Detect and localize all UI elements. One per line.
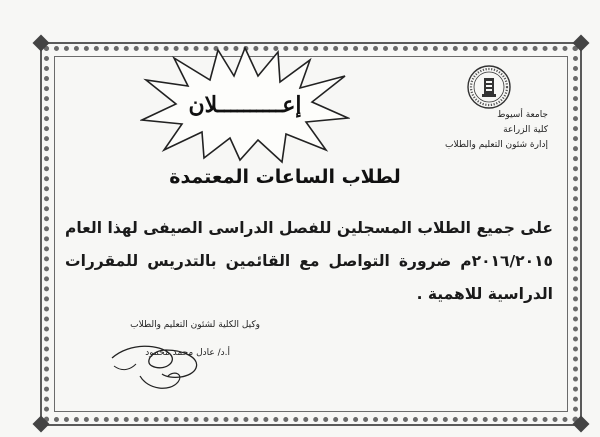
university-name: جامعة أسيوط [497, 110, 548, 120]
signatory-name: أ.د/ عادل محمد محمود [145, 348, 230, 358]
university-logo [466, 64, 512, 110]
department-name: إدارة شئون التعليم والطلاب [445, 140, 548, 150]
signatory-role: وكيل الكلية لشئون التعليم والطلاب [130, 320, 260, 330]
handwritten-signature [100, 336, 230, 396]
faculty-header [428, 108, 548, 153]
signature-scribble-icon [100, 336, 230, 396]
faculty-name: كلية الزراعة [503, 125, 548, 135]
university-seal-icon [466, 64, 512, 110]
announcement-body: على جميع الطلاب المسجلين للفصل الدراسى الصيفى لهذا العام ٢٠١٦/٢٠١٥م ضرورة التواصل مع القائمين بالتدريس للمقررات الدراسية للاهمية . [65, 219, 553, 303]
announcement-banner-text: إعــــــــــلان [188, 92, 302, 118]
announcement-title: لطلاب الساعات المعتمدة [169, 166, 401, 188]
